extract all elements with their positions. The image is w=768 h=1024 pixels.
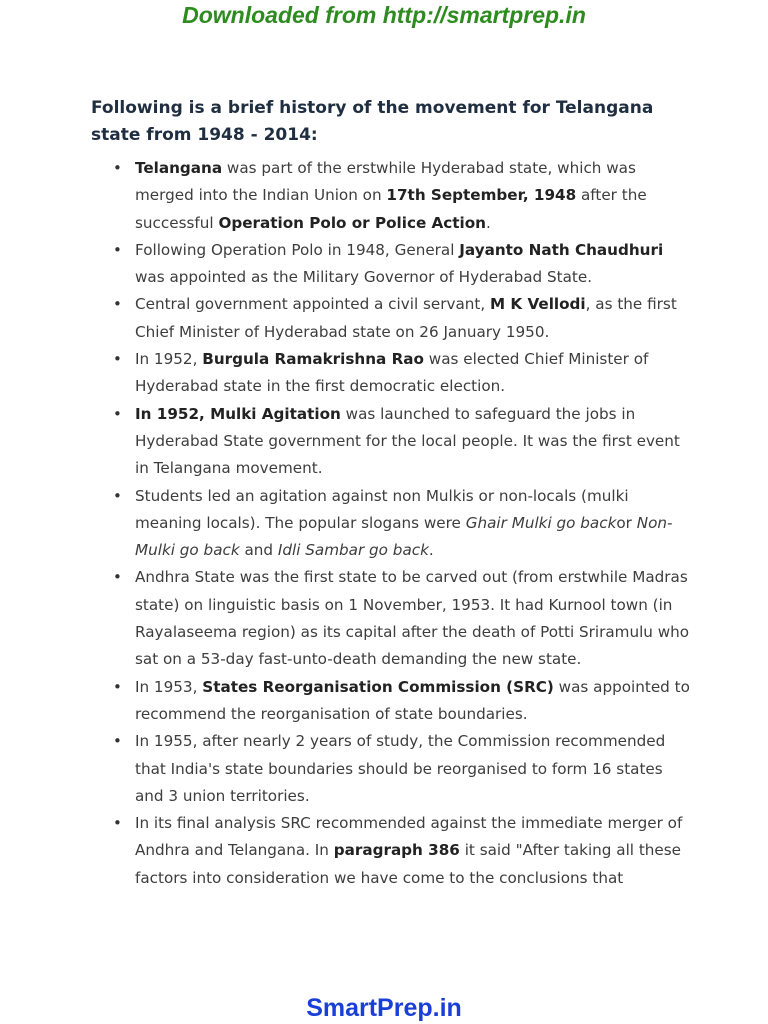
list-item-text: In 1955, after nearly 2 years of study, the Commission recommended that India's state boundaries should be reorganised to form 16 states and 3 union territories. [135,732,666,805]
list-item-text: States Reorganisation Commission (SRC) [202,677,554,696]
list-item-text: , as the first Chief Minister of Hyderabad state on 26 January 1950. [135,295,677,341]
list-item-text: Idli Sambar go back [277,541,429,560]
list-item-text: Andhra State was the first state to be carved out (from erstwhile Madras state) on linguistic basis on 1 November, 1953. It had Kurnool town (in Rayalaseema region) as its capital after the death of Potti Sriramulu who sat on a 53-day fast-unto-death demanding the new state. [135,568,690,669]
list-item-text: Jayanto Nath Chaudhuri [459,240,664,259]
page-title: Following is a brief history of the movement for Telangana state from 1948 - 2014: [91,98,654,145]
history-list [91,155,691,892]
list-item-text: M K Vellodi [490,295,586,314]
list-item-text: In its final analysis SRC recommended against the immediate merger of Andhra and Telangana. In [135,814,683,860]
list-item-text: paragraph 386 [333,841,460,860]
list-item-text: was appointed as the Military Governor of Hyderabad State. [135,268,593,287]
list-item-text: In 1952, [135,404,211,423]
list-item [135,810,691,892]
list-item [135,564,691,673]
list-item [135,483,691,565]
list-item-text: Operation Polo or Police Action [218,213,486,232]
list-item [135,401,691,483]
list-item-text: Students led an agitation against non Mulkis or non-locals (mulki meaning locals). The popular slogans were [135,486,629,532]
list-item [135,291,691,346]
list-item-text: and [239,541,278,560]
list-item-text: was launched to safeguard the jobs in Hyderabad State government for the local people. It was the first event in Telangana movement. [135,404,680,478]
download-banner: Downloaded from http://smartprep.in [182,2,586,28]
list-item-text: In 1953, [135,677,203,696]
list-item-text: Central government appointed a civil servant, [135,295,491,314]
list-item-text: Non-Mulki go back [135,513,673,560]
list-item-text: Telangana [135,159,223,177]
list-item-text: Mulki Agitation [210,404,341,423]
list-item-text: was appointed to recommend the reorganisation of state boundaries. [135,677,690,723]
list-item [135,674,691,729]
list-item-text: Burgula Ramakrishna Rao [202,350,424,369]
list-item-text: In 1952, [135,350,203,369]
document-body [91,95,691,892]
list-item-text: Ghair Mulki go back [465,513,617,532]
list-item [135,346,691,401]
list-item-text: after the successful [135,186,647,232]
list-item [135,155,691,237]
list-item-text: Following Operation Polo in 1948, General [135,240,460,259]
list-item-text: was part of the erstwhile Hyderabad state, which was merged into the Indian Union on [135,159,636,205]
list-item-text: 17th September, 1948 [386,186,577,205]
list-item-text: or [616,513,637,532]
list-item-text: it said "After taking all these factors into consideration we have come to the conclusions that [135,841,682,887]
list-item-text: was elected Chief Minister of Hyderabad state in the first democratic election. [135,350,649,396]
list-item-text: . [428,541,434,560]
footer-brand: SmartPrep.in [306,994,462,1022]
list-item [135,728,691,810]
list-item [135,237,691,292]
list-item-text: . [486,213,491,232]
